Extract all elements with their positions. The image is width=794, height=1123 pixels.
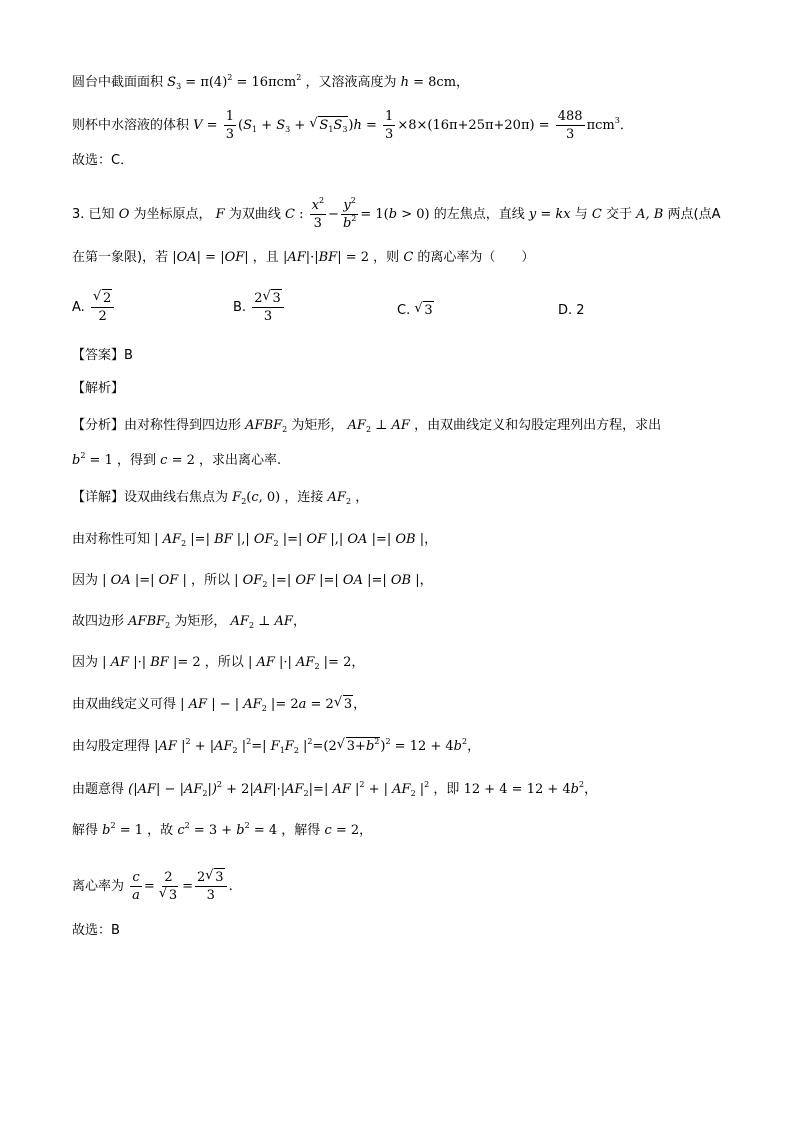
option-c-value: √ 3 (414, 304, 433, 317)
detail-line-5: 因为 | AF |·| BF |= 2 ，所以 | AF |·| $AF_2$ |= 2， (72, 655, 365, 671)
detail-line-9: 解得 $b^2 = 1$ ，故 $c^2 = 3 + b^2 = 4$ ，解得 c = 2， (72, 821, 373, 838)
text-segment: 交于 (606, 207, 633, 222)
option-b (233, 292, 286, 323)
option-a-value: √ $\frac{2}{2}$ (91, 292, 114, 323)
option-label: C. (397, 303, 411, 318)
text-segment: ，所以 (204, 655, 244, 670)
text-segment: 的离心率为（ ） (417, 250, 535, 265)
math-c: C (403, 250, 414, 265)
text-segment: 故四边形 (72, 614, 125, 629)
text-segment: 【分析】由对称性得到四边形 (72, 418, 242, 433)
text-segment: ，即 (433, 782, 460, 797)
text-segment: ，且 (252, 250, 279, 265)
text-segment: 则杯中水溶液的体积 (72, 118, 190, 133)
analysis-heading: 【解析】 (72, 381, 125, 396)
option-d: D. 2 (558, 303, 585, 318)
math-oa-of: |OA| = |OF| (172, 250, 249, 265)
detail-line-6: 由双曲线定义可得 | AF | − | $AF_2$ |= 2a = 2√ 3， (72, 698, 366, 711)
detail-line-4: 故四边形 $AFBF_2$ 为矩形， $AF_2$ ⊥ AF， (72, 614, 306, 630)
text-segment: 因为 (72, 573, 99, 588)
math-equation: $(|AF| - |AF_2|)^2 + 2|AF|\cdot|AF_2|=|$ AF $|^2$ + | $AF_2$ $|^2$ (128, 780, 430, 798)
text-segment: 与 (574, 207, 588, 222)
text-segment: 圆台中截面面积 (72, 75, 164, 90)
math-line: y = kx (528, 207, 571, 222)
math-volume: V = $\frac{1}{3}$ ($S_1 + S_3$ + √ $S_1S_3)h$ = $\frac{1}{3}$ ×8×(16π+25π+20π) = $\frac{488}{3}$ πcm$^3$ (193, 118, 620, 133)
math-b2: $b^2 = 1$ (102, 821, 144, 838)
detail-line-10 (72, 871, 233, 902)
answer-line: 【答案】B (72, 348, 133, 363)
math-af-bf: |AF|·|BF| = 2 (282, 250, 370, 265)
math-symmetry: | $AF_2$ |=| BF |,| $OF_2$ |=| OF |,| OA |=| OB | (154, 532, 425, 548)
math-c2-value: $c^2 = 3 + b^2 = 4$ (177, 821, 278, 838)
math-b2: $b^2 = 1$ (72, 451, 113, 468)
detail-line-8: 由题意得 $(|AF| - |AF_2|)^2 + 2|AF|\cdot|AF_2|=|$ AF $|^2$ + | $AF_2$ $|^2$ ，即 $12 + 4 = 12 + 4b^2$， (72, 780, 598, 798)
choose-c-line: 故选：C． (72, 153, 134, 168)
option-c (397, 304, 434, 317)
math-c: C (591, 207, 602, 222)
math-afaf2: | AF |·| $AF_2$ |= 2 (247, 655, 352, 671)
math-o: O (118, 207, 130, 222)
text-segment: ，解得 (281, 823, 321, 838)
text-segment: 【详解】设双曲线右焦点为 (72, 490, 229, 505)
text-segment: 离心率为 (72, 879, 125, 894)
math-quad: $AFBF_2$ (128, 614, 171, 630)
text-segment: ，所以 (190, 573, 230, 588)
text-segment: 由题意得 (72, 782, 125, 797)
text-segment: 的左焦点，直线 (433, 207, 525, 222)
option-label: B. (233, 300, 247, 315)
math-definition: | AF | − | $AF_2$ |= 2a = 2√ 3 (180, 697, 353, 712)
math-ab: A, B (636, 207, 664, 222)
detail-line-3: 因为 | OA |=| OF | ，所以 | $OF_2$ |=| OF |=| OA |=| OB |， (72, 573, 433, 589)
text-segment: 由对称性可知 (72, 532, 151, 547)
text-segment: ，又溶液高度为 (305, 75, 397, 90)
math-f: F (215, 207, 225, 222)
option-label: A. (72, 300, 85, 315)
detail-line-7: 由勾股定理得 |AF $|^2 + |AF_2$ $|^2=|$ $F_1F_2$ $|^2=(2√$ $3+b^2)^2 = 12 + 4b^2$， (72, 740, 480, 753)
math-afbf: | AF |·| BF |= 2 (102, 655, 201, 670)
detail-line-2: 由对称性可知 | $AF_2$ |=| BF |,| $OF_2$ |=| OF |,| OA |=| OB |， (72, 532, 438, 548)
math-h: h = 8cm (400, 75, 457, 90)
text-segment: ，由双曲线定义和勾股定理列出方程，求出 (414, 418, 662, 433)
text-segment: ，则 (373, 250, 400, 265)
math-hyperbola: C : $\frac{x^2}{3}$ − $\frac{y^2}{b^2}$ = 1(b > 0) (284, 196, 430, 231)
math-s3: $S_3 = \pi(4)^2 = 16\pi cm^2$ (167, 73, 302, 91)
detail-line-1 (72, 491, 368, 504)
text-segment: 解得 (72, 823, 99, 838)
math-af2: $AF_2$ (327, 490, 352, 506)
text-segment: 为坐标原点， (133, 207, 212, 222)
text-segment: 为双曲线 (228, 207, 281, 222)
question-3-line-1 (72, 196, 721, 231)
math-c2: c = 2 (324, 823, 360, 838)
math-f2: $F_2(c$, 0) (232, 490, 281, 506)
text-segment: ，求出离心率. (199, 453, 282, 468)
text-segment: 由双曲线定义可得 (72, 697, 177, 712)
final-answer-line: 故选：B (72, 923, 120, 938)
math-perp: $AF_2$ ⊥ AF (230, 614, 293, 630)
text-segment: 两点(点A (667, 207, 721, 222)
text-segment: ，故 (147, 823, 174, 838)
math-quad: $AFBF_2$ (245, 418, 288, 434)
math-of2: | $OF_2$ |=| OF |=| OA |=| OB | (234, 573, 420, 589)
question-3-line-2 (72, 251, 534, 264)
option-a (72, 292, 116, 323)
text-segment: 由勾股定理得 (72, 739, 151, 754)
math-oa: | OA |=| OF | (102, 573, 187, 588)
volume-line-1: 圆台中截面面积 $S_3 = \pi(4)^2 = 16\pi cm^2$ ，又溶液高度为 h = 8cm， (72, 73, 470, 91)
volume-line-2: 则杯中水溶液的体积 V = $\frac{1}{3}$ ($S_1 + S_3$ + √ $S_1S_3)h$ = $\frac{1}{3}$ ×8×(16π+25π+20π) = $\frac{488}{3}$ πcm$^3$． (72, 110, 633, 141)
math-c2: c = 2 (160, 453, 195, 468)
math-eccentricity: $\frac{c}{a}$ = 2 √ 3 = $\frac{2√ 3}{3}$ . (128, 879, 233, 894)
text-segment: 3. 已知 (72, 207, 115, 222)
text-segment: ， (355, 490, 369, 505)
math-result: $12 + 4 = 12 + 4b^2$ (463, 780, 585, 797)
text-segment: 因为 (72, 655, 99, 670)
fenxi-line-2 (72, 451, 282, 468)
option-b-value: $\frac{2√ 3}{3}$ (252, 292, 284, 323)
text-segment: 在第一象限)，若 (72, 250, 169, 265)
math-pythagoras: |AF $|^2 + |AF_2$ $|^2=|$ $F_1F_2$ $|^2=(2√$ $3+b^2)^2 = 12 + 4b^2$ (154, 739, 467, 754)
text-segment: ，得到 (117, 453, 157, 468)
text-segment: 为矩形， (291, 418, 344, 433)
text-segment: ，连接 (284, 490, 324, 505)
math-perp: $AF_2$ ⊥ AF (347, 418, 410, 434)
fenxi-line-1 (72, 419, 661, 432)
text-segment: 为矩形， (174, 614, 227, 629)
